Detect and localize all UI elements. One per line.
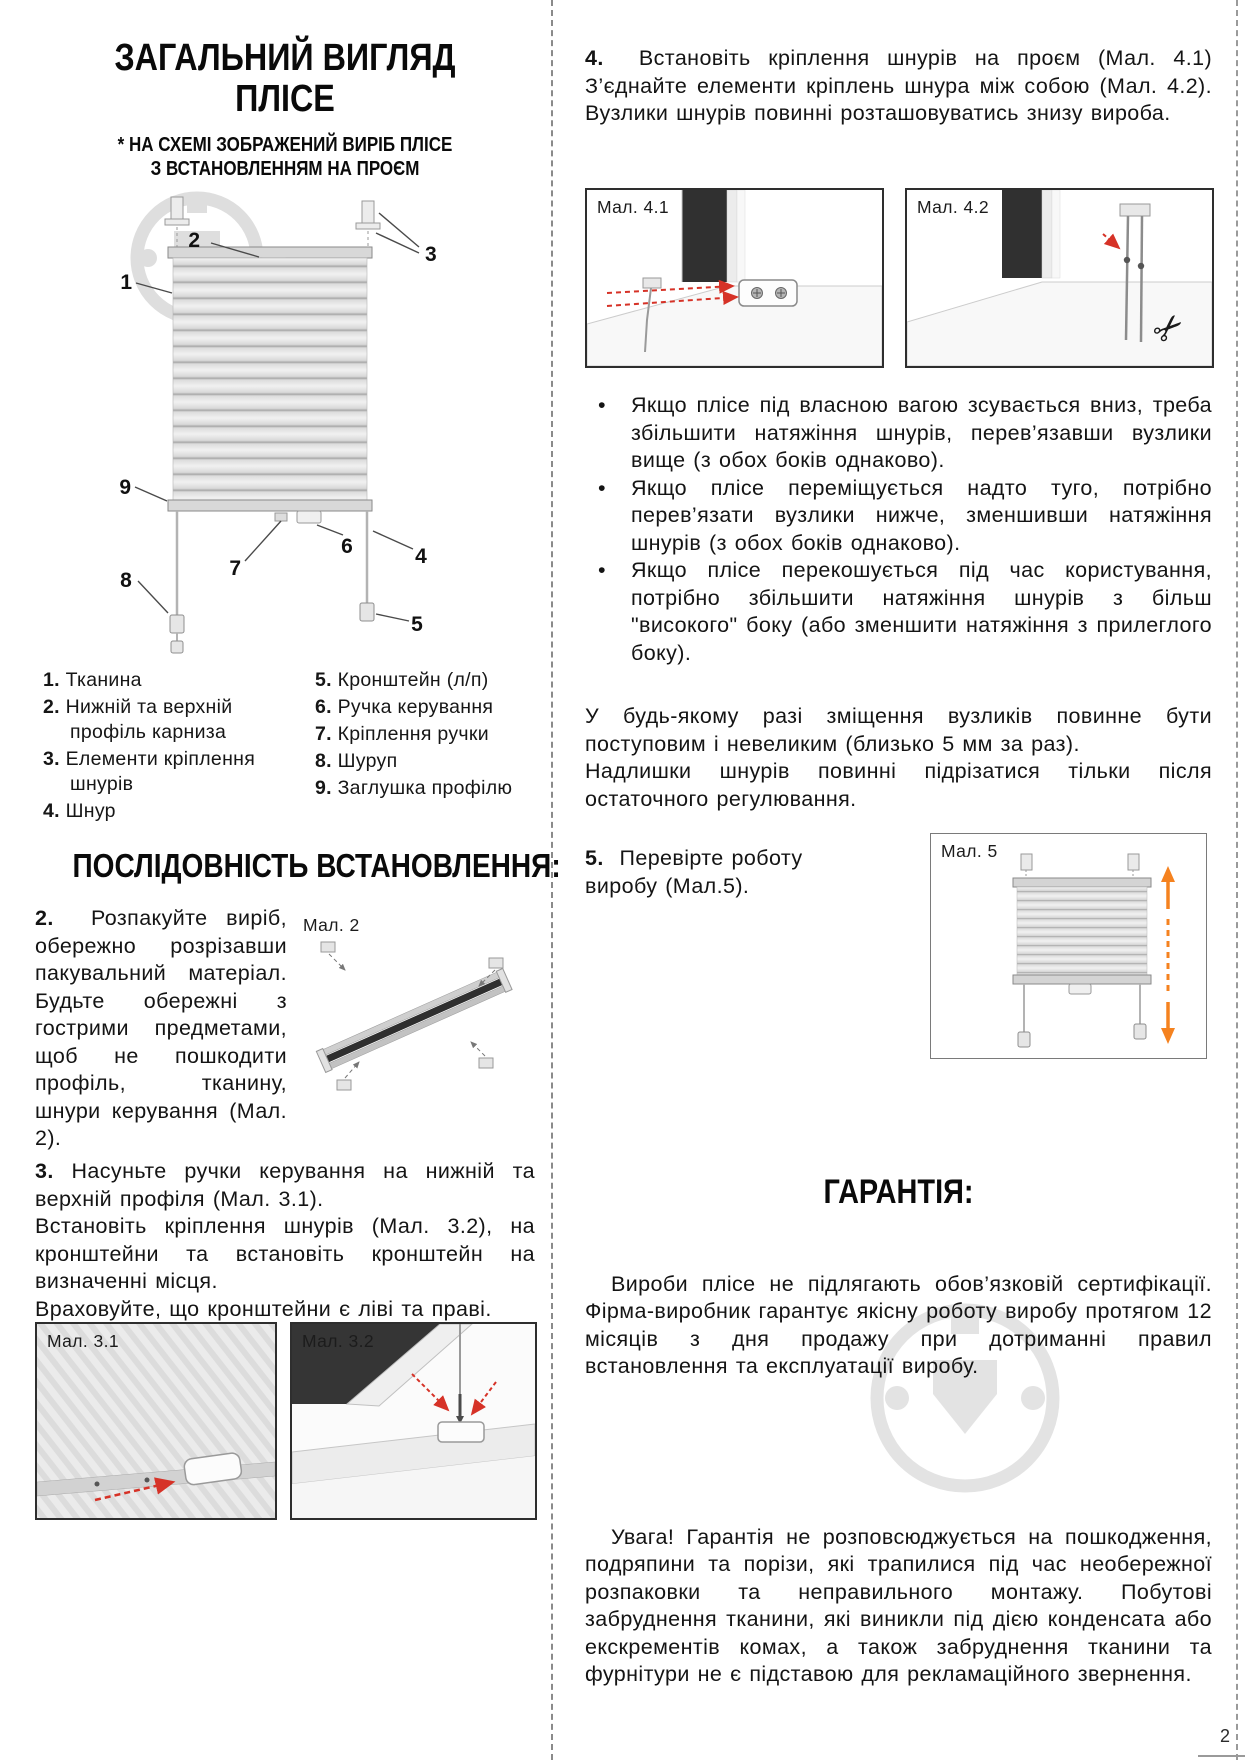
callout-6: 6	[341, 535, 353, 558]
arrow-up-icon	[1161, 866, 1175, 882]
pleated-fabric	[173, 258, 367, 500]
step4-paragraph: 4. Встановіть кріплення шнурів на проєм (Мал. 4.1) З’єднайте елементи кріплень шнура між собою (Мал. 4.2). Вузлики шнурів повинні розташовуватись знизу вироба.	[585, 46, 1213, 125]
bullet-icon: •	[598, 558, 606, 582]
handle	[1069, 984, 1091, 994]
callout-4: 4	[415, 545, 427, 568]
pleated-fabric	[1017, 887, 1147, 975]
window-glass	[682, 190, 727, 282]
left-cord-hook-2	[171, 641, 183, 653]
warranty-title: ГАРАНТІЯ:	[823, 1172, 974, 1211]
bullet-item: • Якщо плісе перекошується під час користування, потрібно збільшити натяжіння шнурів з більш "високого" боку (або зменшити натяжіння з прилеглого боку).	[598, 558, 1212, 665]
right-edge-line	[1236, 0, 1238, 1760]
right-cord-hook	[360, 603, 374, 621]
cord-knot-1	[1124, 257, 1130, 263]
parts-list-col2	[315, 668, 535, 803]
figure-3-2	[290, 1322, 537, 1520]
bullet-icon: •	[598, 475, 606, 500]
scissors-icon: ✂	[1143, 302, 1194, 354]
cord-knot-2	[1138, 263, 1144, 269]
part-item: 3. Елементи кріплення шнурів	[43, 748, 256, 795]
figure-3-2-drawing	[292, 1324, 535, 1518]
figure-4-1-label: Мал. 4.1	[597, 197, 669, 217]
step5-number: 5.	[585, 846, 604, 870]
bullet-item: • Якщо плісе під власною вагою зсувається вниз, треба збільшити натяжіння шнурів, перев’язавши вузлики вище (з обох боків однаково).	[598, 393, 1212, 472]
part-item: 5. Кронштейн (л/п)	[315, 669, 489, 691]
center-fold-line	[551, 0, 553, 1760]
page-number: 2	[1219, 1726, 1230, 1746]
step2-number: 2.	[35, 906, 54, 930]
pleated-blind-diagram	[35, 183, 535, 661]
top-bracket-right	[356, 201, 380, 229]
subtitle-line-1: * НА СХЕМІ ЗОБРАЖЕНИЙ ВИРІБ ПЛІСЕ	[117, 134, 453, 156]
left-column	[35, 0, 561, 1760]
callout-3: 3	[425, 243, 437, 266]
figure-3-1-label: Мал. 3.1	[47, 1331, 119, 1351]
handle-mount	[275, 513, 287, 521]
part-item: 9. Заглушка профілю	[315, 777, 513, 799]
title-line-1: ЗАГАЛЬНИЙ ВИГЛЯД	[114, 37, 456, 79]
step5-paragraph: 5. Перевірте роботу виробу (Мал.5).	[585, 846, 803, 898]
figure-5-label: Мал. 5	[941, 841, 998, 861]
subtitle-line-2: З ВСТАНОВЛЕННЯМ НА ПРОЄМ	[150, 158, 420, 180]
callout-2: 2	[188, 229, 200, 252]
bracket	[739, 280, 797, 306]
figure-5-drawing	[931, 834, 1206, 1058]
top-rail	[1013, 878, 1151, 887]
cord-clip	[643, 278, 661, 288]
callout-7: 7	[229, 557, 241, 580]
section-title-installation: ПОСЛІДОВНІСТЬ ВСТАНОВЛЕННЯ:	[72, 847, 561, 884]
figure-3-2-label: Мал. 3.2	[302, 1331, 374, 1351]
figure-2-drawing	[293, 908, 535, 1122]
part-item: 4. Шнур	[43, 800, 116, 822]
callout-9: 9	[119, 476, 131, 499]
page-title	[35, 38, 535, 120]
page-subtitle	[35, 133, 535, 181]
part-item: 7. Кріплення ручки	[315, 723, 489, 745]
figure-2-label: Мал. 2	[303, 915, 360, 935]
note-paragraph: У будь-якому разі зміщення вузликів повинне бути поступовим і невеликим (близько 5 мм за раз). Надлишки шнурів повинні підрізатися тільки після остаточного регулювання.	[585, 704, 1212, 811]
top-clip-left	[1021, 854, 1032, 870]
callout-1: 1	[120, 271, 132, 294]
step3-number: 3.	[35, 1159, 54, 1183]
arrow-down-icon	[1161, 1028, 1175, 1044]
left-cord-hook	[170, 615, 184, 633]
bottom-handle	[297, 511, 321, 523]
bottom-corner-mark	[1198, 1755, 1245, 1757]
figure-3-1-drawing	[37, 1324, 275, 1518]
callout-5: 5	[411, 613, 423, 636]
title-line-2: ПЛІСЕ	[235, 78, 335, 120]
adjustment-bullets	[585, 392, 1212, 667]
step3-paragraph: 3. Насуньте ручки керування на нижній та верхній профіля (Мал. 3.1). Встановіть кріплення шнурів (Мал. 3.2), на кронштейни та встановіть кронштейн на визначенні місця. Враховуйте, що кронштейни є ліві та праві.	[35, 1159, 536, 1321]
step4-number: 4.	[585, 46, 604, 70]
figure-5	[930, 833, 1207, 1059]
cord-2	[1141, 216, 1142, 342]
figure-3-1	[35, 1322, 277, 1520]
part-item: 8. Шуруп	[315, 750, 398, 772]
bullet-icon: •	[598, 393, 606, 417]
bottom-rail	[1013, 975, 1151, 984]
bottom-rail	[168, 500, 372, 511]
right-hook	[1134, 1024, 1146, 1039]
step2-paragraph: 2. Розпакуйте виріб, обережно розрізавши пакувальний матеріал. Будьте обережні з гострими предметами, щоб не пошкодити профіль, тканину, шнури керування (Мал. 2).	[35, 906, 287, 1150]
part-item: 6. Ручка керування	[315, 696, 494, 718]
figure-2	[293, 908, 535, 1122]
bracket	[438, 1422, 484, 1442]
warranty-paragraph-1: Вироби плісе не підлягають обов’язковій сертифікації. Фірма-виробник гарантує якісну роботу виробу протягом 12 місяців з дня продажу при дотриманні правил встановлення та експлуатації виробу.	[585, 1271, 1212, 1378]
left-hook	[1018, 1032, 1030, 1047]
profile-rail	[316, 968, 512, 1072]
parts-list-col1	[43, 668, 308, 826]
right-column	[585, 0, 1212, 1760]
top-clip-right	[1128, 854, 1139, 870]
window-glass	[1002, 190, 1042, 278]
cord-clip	[1120, 204, 1150, 216]
figure-4-1	[585, 188, 884, 368]
bullet-item: • Якщо плісе переміщується надто туго, потрібно перев’язати вузлики нижче, зменшивши натяжіння шнурів (з обох боків однаково).	[598, 475, 1212, 555]
figure-4-2-label: Мал. 4.2	[917, 197, 989, 217]
warranty-paragraph-2: Увага! Гарантія не розповсюджується на пошкодження, подряпини та порізи, які трапилися під час необережної розпаковки та неправильного монтажу. Побутові забруднення тканини, які виникли під дією конденсата або екскрементів комах, а також забруднення тканини та фурнітури не є підставою для рекламаційного звернення.	[585, 1524, 1212, 1686]
part-item: 2. Нижній та верхній профіль карниза	[43, 696, 233, 743]
figure-4-2	[905, 188, 1214, 368]
callout-8: 8	[120, 569, 132, 592]
part-item: 1. Тканина	[43, 669, 142, 691]
